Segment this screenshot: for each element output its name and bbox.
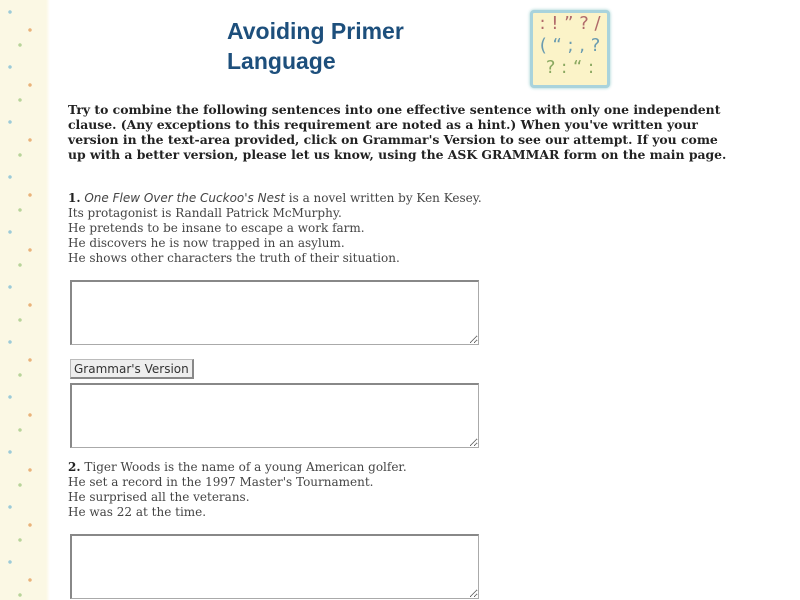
exercise-number: 2. xyxy=(68,460,81,474)
answer-textarea-1[interactable] xyxy=(70,280,479,345)
title-line-2: Language xyxy=(227,48,336,74)
sentence: Its protagonist is Randall Patrick McMurphy. xyxy=(68,206,342,220)
page-title xyxy=(227,16,404,76)
logo-glyphs: ( “ ; , ? xyxy=(539,35,601,56)
sentence: He shows other characters the truth of their situation. xyxy=(68,251,400,265)
grammars-version-textarea-1[interactable] xyxy=(70,383,479,448)
title-line-1: Avoiding Primer xyxy=(227,18,404,44)
exercise-2 xyxy=(68,460,407,520)
exercise-number: 1. xyxy=(68,191,81,205)
instructions: Try to combine the following sentences into one effective sentence with only one independent clause. (Any exceptions to this requirement are noted as a hint.) When you've written your version in the text-area provided, click on Grammar's Version to see our attempt. If you come up with a better version, please let us know, using the ASK GRAMMAR form on the main page. xyxy=(68,102,727,162)
book-title: One Flew Over the Cuckoo's Nest xyxy=(84,191,285,205)
sentence: He surprised all the veterans. xyxy=(68,490,250,504)
exercise-1 xyxy=(68,191,482,266)
decorative-punctuation-border xyxy=(0,0,50,600)
sentence: is a novel written by Ken Kesey. xyxy=(284,191,482,205)
grammars-version-button[interactable]: Grammar's Version xyxy=(70,359,194,379)
sentence: He pretends to be insane to escape a work farm. xyxy=(68,221,365,235)
sentence: Tiger Woods is the name of a young American golfer. xyxy=(80,460,407,474)
logo-glyphs: : ! ” ? / xyxy=(539,13,601,34)
answer-textarea-2[interactable] xyxy=(70,534,479,599)
logo-glyphs: ? : “ : xyxy=(545,57,595,78)
sentence: He set a record in the 1997 Master's Tournament. xyxy=(68,475,374,489)
sentence: He discovers he is now trapped in an asylum. xyxy=(68,236,345,250)
sentence: He was 22 at the time. xyxy=(68,505,207,519)
punctuation-logo-image xyxy=(530,10,610,88)
